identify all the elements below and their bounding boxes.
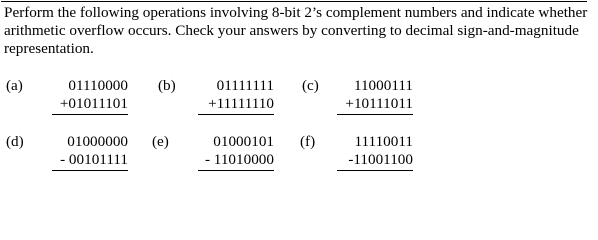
operand-2: - 00101111: [52, 151, 128, 171]
operand-2: +01011101: [52, 95, 128, 115]
operand-2: - 11010000: [198, 151, 274, 171]
problem-label: (e): [152, 133, 169, 150]
operand-1: 01000000: [67, 133, 128, 150]
operand-2: +11111110: [198, 95, 274, 115]
problem-label: (d): [6, 133, 24, 150]
problem-label: (b): [158, 77, 176, 94]
operand-1: 01111111: [216, 77, 274, 94]
problem-label: (c): [302, 77, 319, 94]
operand-1: 11000111: [353, 77, 413, 94]
operand-2: -11001100: [337, 151, 413, 171]
operand-1: 01110000: [68, 77, 128, 94]
problem-statement: Perform the following operations involving 8-bit 2’s complement numbers and indicate whether arithmetic overflow occurs. Check your answers by converting to decimal sign-and-magnitude representation.: [4, 4, 588, 57]
problem-label: (f): [300, 133, 316, 150]
operand-2: +10111011: [337, 95, 413, 115]
operand-1: 01000101: [213, 133, 274, 150]
problem-label: (a): [6, 77, 23, 94]
top-rule: [1, 1, 587, 2]
operand-1: 11110011: [354, 133, 413, 150]
